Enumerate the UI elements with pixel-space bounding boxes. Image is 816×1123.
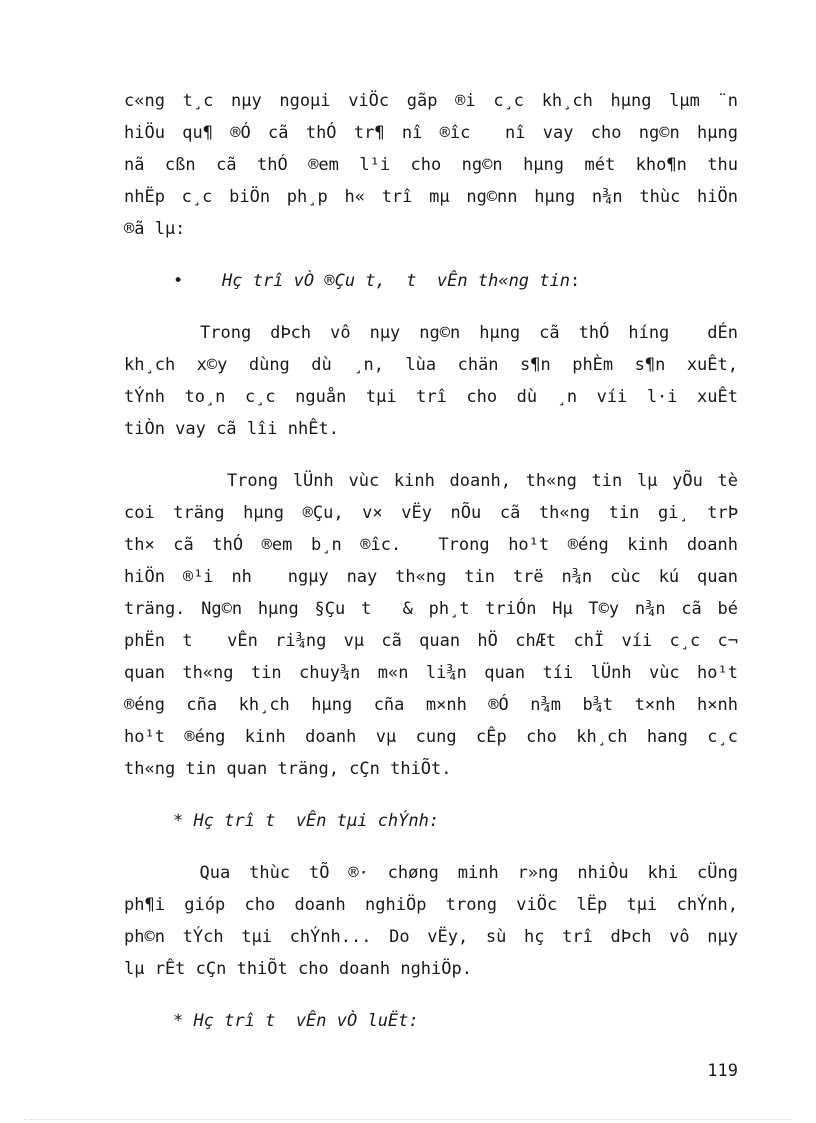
- text-line: ph¶i gióp cho doanh nghiÖp trong viÖc lËp tµi chÝnh,: [124, 895, 738, 915]
- text-line: coi träng hµng ®Çu, v× vËy nÕu cã th«ng tin gi¸ trÞ: [124, 503, 738, 523]
- subheading-financial-consulting: * Hç trî t vÊn tµi chÝnh:: [173, 811, 440, 831]
- bullet-heading-colon: :: [570, 271, 581, 291]
- bullet-heading-text: [222, 265, 580, 297]
- text-line: ®éng cña kh¸ch hµng cña m×nh ®Ó n¾m b¾t t×nh h×nh: [124, 695, 738, 715]
- text-line: Trong lÜnh vùc kinh doanh, th«ng tin lµ yÕu tè: [124, 471, 738, 491]
- paragraph-3: [124, 465, 738, 785]
- page-number: 119: [707, 1061, 738, 1081]
- bullet-heading-label: Hç trî vÒ ®Çu t, t vÊn th«ng tin: [222, 271, 570, 291]
- bullet-icon: •: [173, 271, 184, 291]
- text-line: kh¸ch x©y dùng dù ¸n, lùa chän s¶n phÈm s¶n xuÊt,: [124, 355, 738, 375]
- text-line: c«ng t¸c nµy ngoµi viÖc gãp ®i c¸c kh¸ch hµng lµm ¨n: [124, 91, 738, 111]
- text-line: ho¹t ®éng kinh doanh vµ cung cÊp cho kh¸ch hang c¸c: [124, 727, 738, 747]
- text-line: quan th«ng tin chuy¾n m«n li¾n quan tíi lÜnh vùc ho¹t: [124, 663, 738, 683]
- text-line: hiÖn ®¹i nh ngµy nay th«ng tin trë n¾n cùc kú quan: [124, 567, 738, 587]
- bullet-heading-consulting-info: [124, 265, 738, 297]
- text-line: th× cã thÓ ®em b¸n ®îc. Trong ho¹t ®éng kinh doanh: [124, 535, 738, 555]
- text-line: Qua thùc tÕ ®· chøng minh r»ng nhiÒu khi cÜng: [124, 863, 738, 883]
- text-line: träng. Ng©n hµng §Çu t & ph¸t triÓn Hµ T©y n¾n cã bé: [124, 599, 738, 619]
- text-line: ®ã lµ:: [124, 219, 186, 239]
- text-line: tÝnh to¸n c¸c nguån tµi trî cho dù ¸n víi l·i xuÊt: [124, 387, 738, 407]
- text-line: th«ng tin quan träng, cÇn thiÕt.: [124, 759, 452, 779]
- page-body: [124, 85, 738, 1057]
- text-line: ph©n tÝch tµi chÝnh... Do vËy, sù hç trî dÞch vô nµy: [124, 927, 738, 947]
- paragraph-2: [124, 317, 738, 445]
- text-line: nhËp c¸c biÖn ph¸p h« trî mµ ng©nn hµng n¾n thùc hiÖn: [124, 187, 738, 207]
- text-line: hiÖu qu¶ ®Ó cã thÓ tr¶ nî ®îc nî vay cho ng©n hµng: [124, 123, 738, 143]
- text-line: Trong dÞch vô nµy ng©n hµng cã thÓ híng dÉn: [124, 323, 738, 343]
- page-bottom-divider: [24, 1119, 792, 1120]
- text-line: phËn t vÊn ri¾ng vµ cã quan hÖ chÆt chÏ víi c¸c c¬: [124, 631, 738, 651]
- paragraph-1: [124, 85, 738, 245]
- text-line: nã cßn cã thÓ ®em l¹i cho ng©n hµng mét kho¶n thu: [124, 155, 738, 175]
- paragraph-4: [124, 857, 738, 985]
- subheading-legal-consulting: * Hç trî t vÊn vÒ luËt:: [173, 1011, 419, 1031]
- text-line: tiÒn vay cã lîi nhÊt.: [124, 419, 339, 439]
- text-line: lµ rÊt cÇn thiÕt cho doanh nghiÖp.: [124, 959, 472, 979]
